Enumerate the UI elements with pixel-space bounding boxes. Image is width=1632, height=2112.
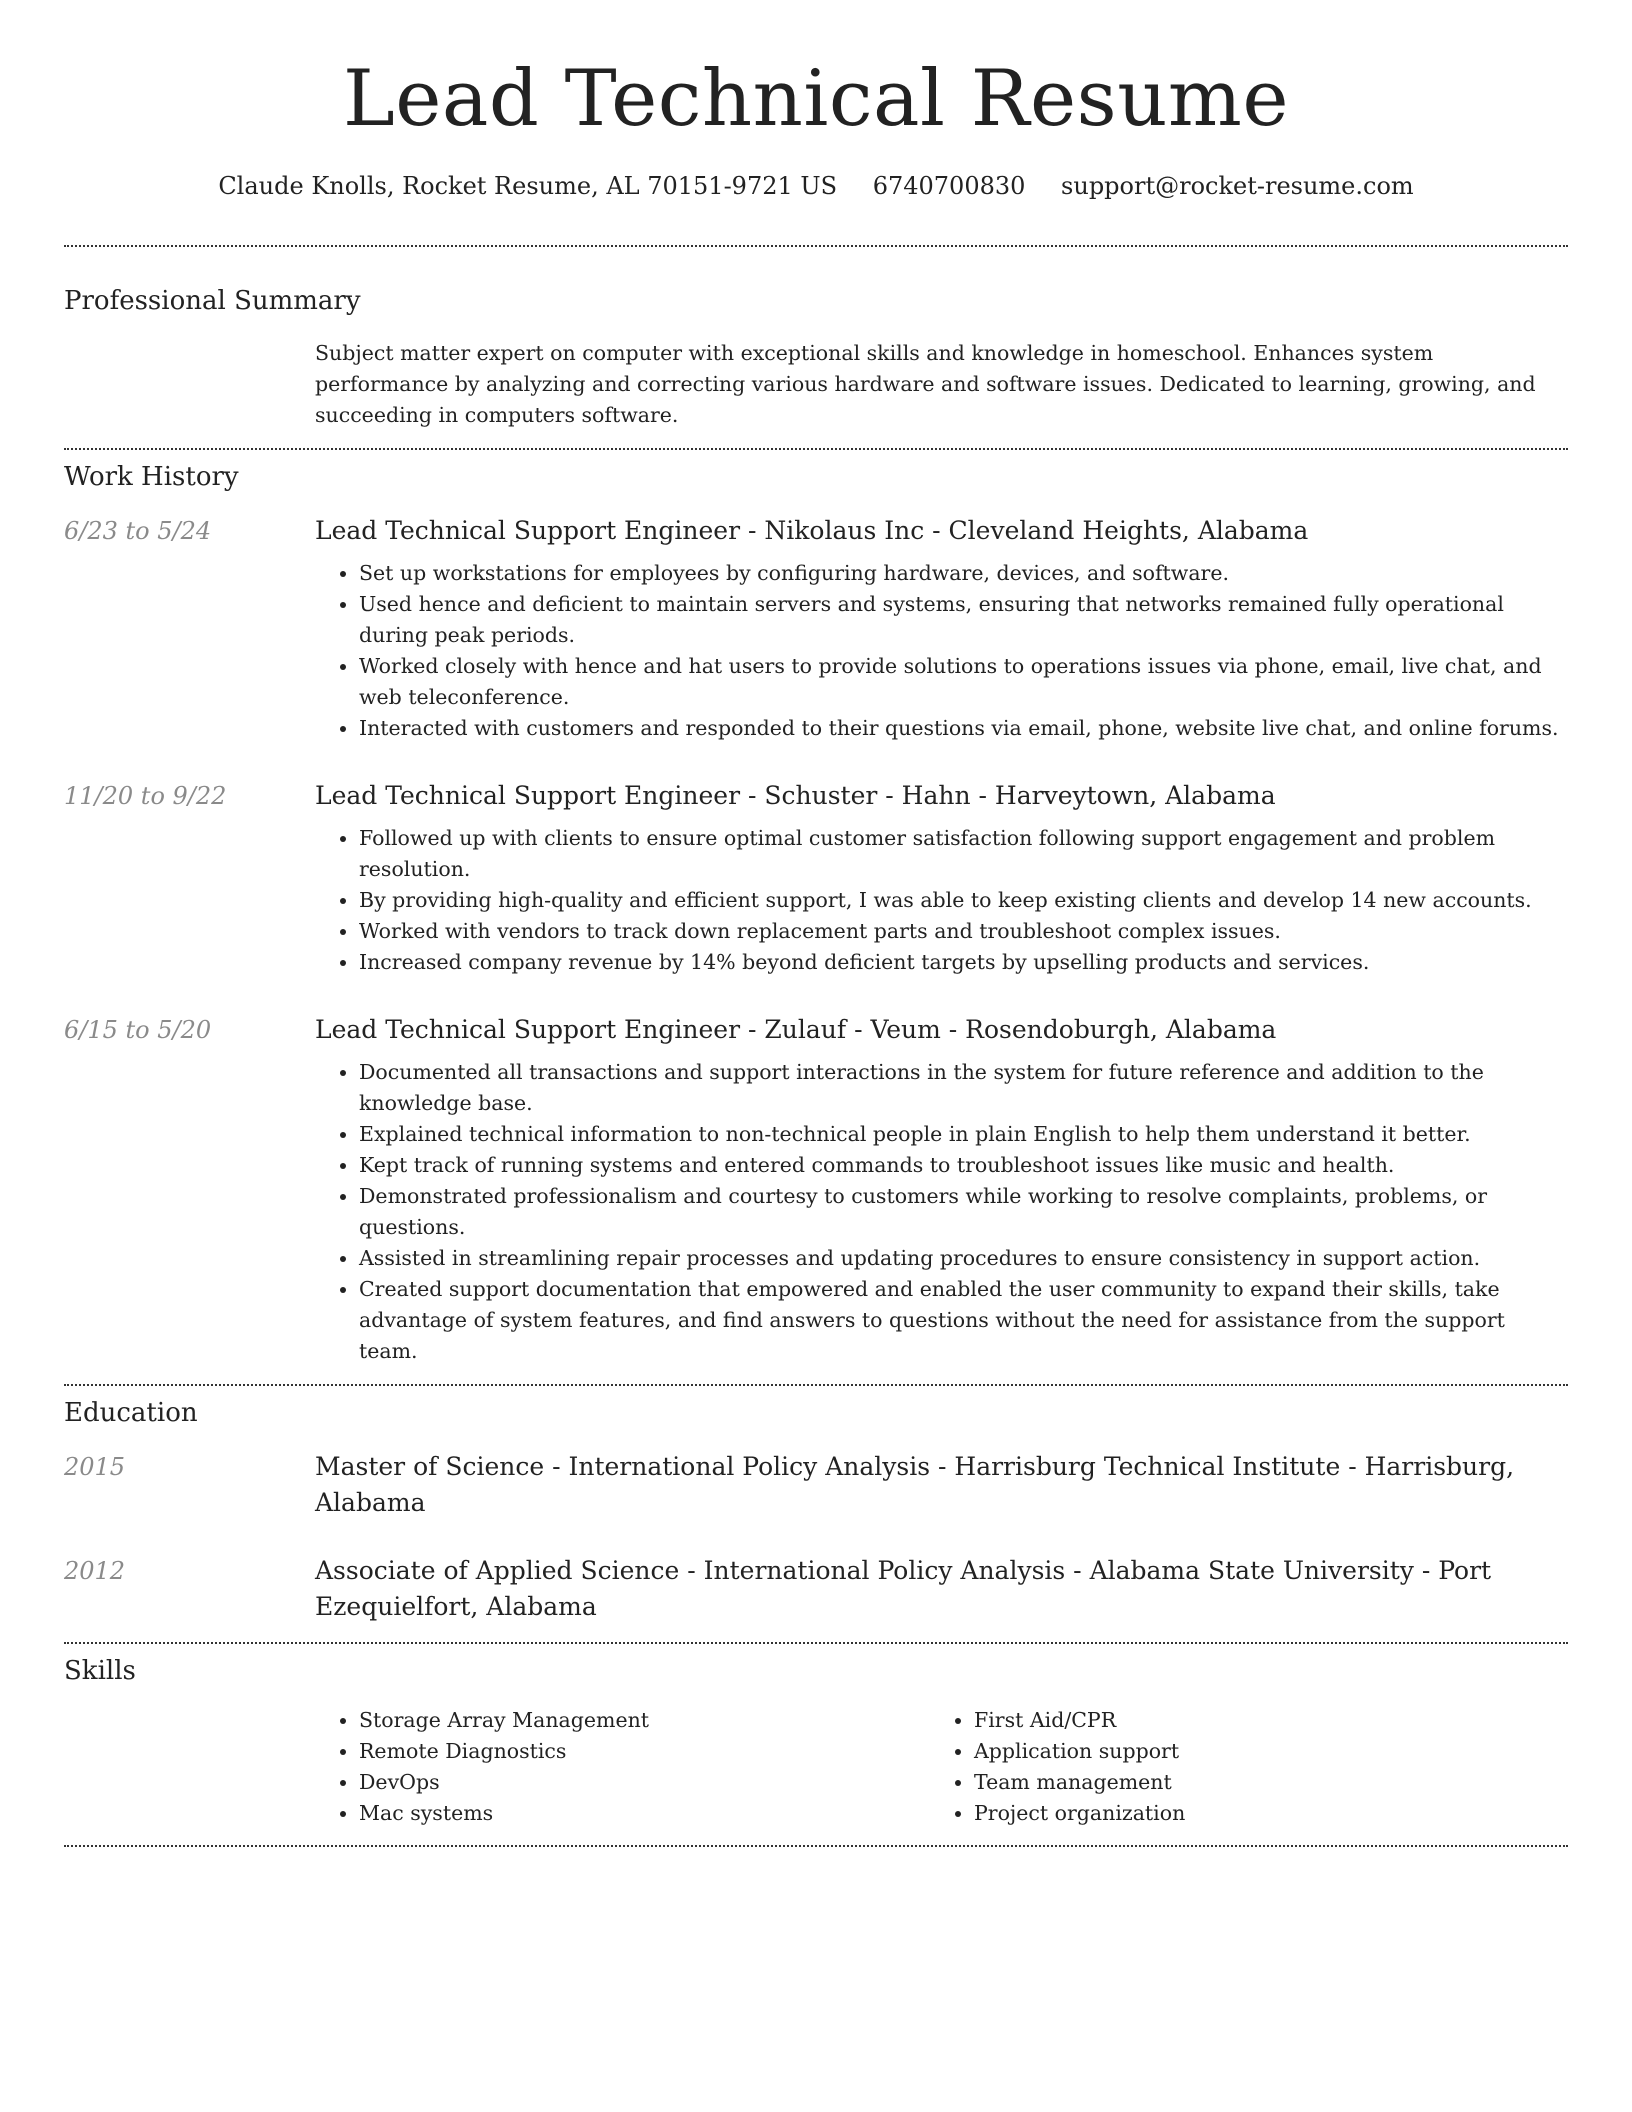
list-item: • Team management (974, 1767, 1545, 1798)
list-item: • Assisted in streamlining repair processes and updating procedures to ensure consistency in support action. (359, 1243, 1568, 1274)
summary-section (64, 247, 1568, 431)
list-item: • Interacted with customers and responded to their questions via email, phone, website live chat, and online forums. (359, 713, 1568, 744)
section-heading-work: Work History (64, 462, 239, 492)
divider (64, 1845, 1568, 1847)
list-item: • First Aid/CPR (974, 1705, 1545, 1736)
contact-address: Claude Knolls, Rocket Resume, AL 70151-9721 US (218, 172, 838, 200)
list-item: • Worked closely with hence and hat users to provide solutions to operations issues via phone, email, live chat, and web teleconference. (359, 651, 1568, 713)
skills-column (315, 1705, 930, 1829)
job-dates: 6/15 to 5/20 (64, 1016, 212, 1044)
section-heading-education: Education (64, 1398, 198, 1428)
job-bullets (315, 823, 1568, 978)
education-section (64, 1386, 1568, 1625)
list-item: • Created support documentation that empowered and enabled the user community to expand their skills, take advantage of system features, and find answers to questions without the need for assistance from the support team. (359, 1274, 1568, 1367)
contact-line (64, 172, 1568, 204)
list-item: • Used hence and deficient to maintain servers and systems, ensuring that networks remained fully operational during peak periods. (359, 589, 1568, 651)
list-item: • Remote Diagnostics (359, 1736, 930, 1767)
section-heading-skills: Skills (64, 1656, 136, 1686)
summary-text: Subject matter expert on computer with exceptional skills and knowledge in homeschool. Enhances system performance by analyzing and correcting various hardware and software issues. Dedicated to learning, growing, and succeeding in computers software. (315, 341, 1536, 427)
job-title: Lead Technical Support Engineer - Nikolaus Inc - Cleveland Heights, Alabama (315, 516, 1309, 545)
education-entry (64, 1553, 1568, 1625)
job-title: Lead Technical Support Engineer - Schuster - Hahn - Harveytown, Alabama (315, 781, 1276, 810)
list-item: • By providing high-quality and efficient support, I was able to keep existing clients and develop 14 new accounts. (359, 885, 1568, 916)
job-bullets (315, 1057, 1568, 1367)
skills-section (64, 1644, 1568, 1829)
list-item: • Storage Array Management (359, 1705, 930, 1736)
list-item: • Increased company revenue by 14% beyond deficient targets by upselling products and services. (359, 947, 1568, 978)
list-item: • Documented all transactions and support interactions in the system for future reference and addition to the knowledge base. (359, 1057, 1568, 1119)
list-item: • Explained technical information to non-technical people in plain English to help them understand it better. (359, 1119, 1568, 1150)
education-entry (64, 1449, 1568, 1521)
education-year: 2015 (64, 1453, 126, 1481)
education-title: Associate of Applied Science - International Policy Analysis - Alabama State University - Port Ezequielfort, Alabama (315, 1556, 1492, 1621)
list-item: • Demonstrated professionalism and courtesy to customers while working to resolve complaints, problems, or questions. (359, 1181, 1568, 1243)
contact-phone: 6740700830 (872, 172, 1026, 200)
job-dates: 6/23 to 5/24 (64, 517, 212, 545)
list-item: • DevOps (359, 1767, 930, 1798)
job-title: Lead Technical Support Engineer - Zulauf - Veum - Rosendoburgh, Alabama (315, 1015, 1277, 1044)
job-entry (64, 778, 1568, 978)
list-item: • Worked with vendors to track down replacement parts and troubleshoot complex issues. (359, 916, 1568, 947)
list-item: • Application support (974, 1736, 1545, 1767)
list-item: • Set up workstations for employees by configuring hardware, devices, and software. (359, 558, 1568, 589)
list-item: • Kept track of running systems and entered commands to troubleshoot issues like music and health. (359, 1150, 1568, 1181)
skills-list (315, 1705, 1568, 1829)
list-item: • Project organization (974, 1798, 1545, 1829)
list-item: • Followed up with clients to ensure optimal customer satisfaction following support engagement and problem resolution. (359, 823, 1568, 885)
education-year: 2012 (64, 1557, 126, 1585)
job-entry (64, 513, 1568, 744)
resume-title: Lead Technical Resume (342, 54, 1290, 144)
skills-column (930, 1705, 1545, 1829)
work-section (64, 450, 1568, 1367)
job-entry (64, 1012, 1568, 1367)
section-heading-summary: Professional Summary (64, 286, 361, 316)
job-bullets (315, 558, 1568, 744)
job-dates: 11/20 to 9/22 (64, 782, 227, 810)
contact-email: support@rocket-resume.com (1061, 172, 1414, 200)
education-title: Master of Science - International Policy Analysis - Harrisburg Technical Institute - Harrisburg, Alabama (315, 1452, 1515, 1517)
list-item: • Mac systems (359, 1798, 930, 1829)
